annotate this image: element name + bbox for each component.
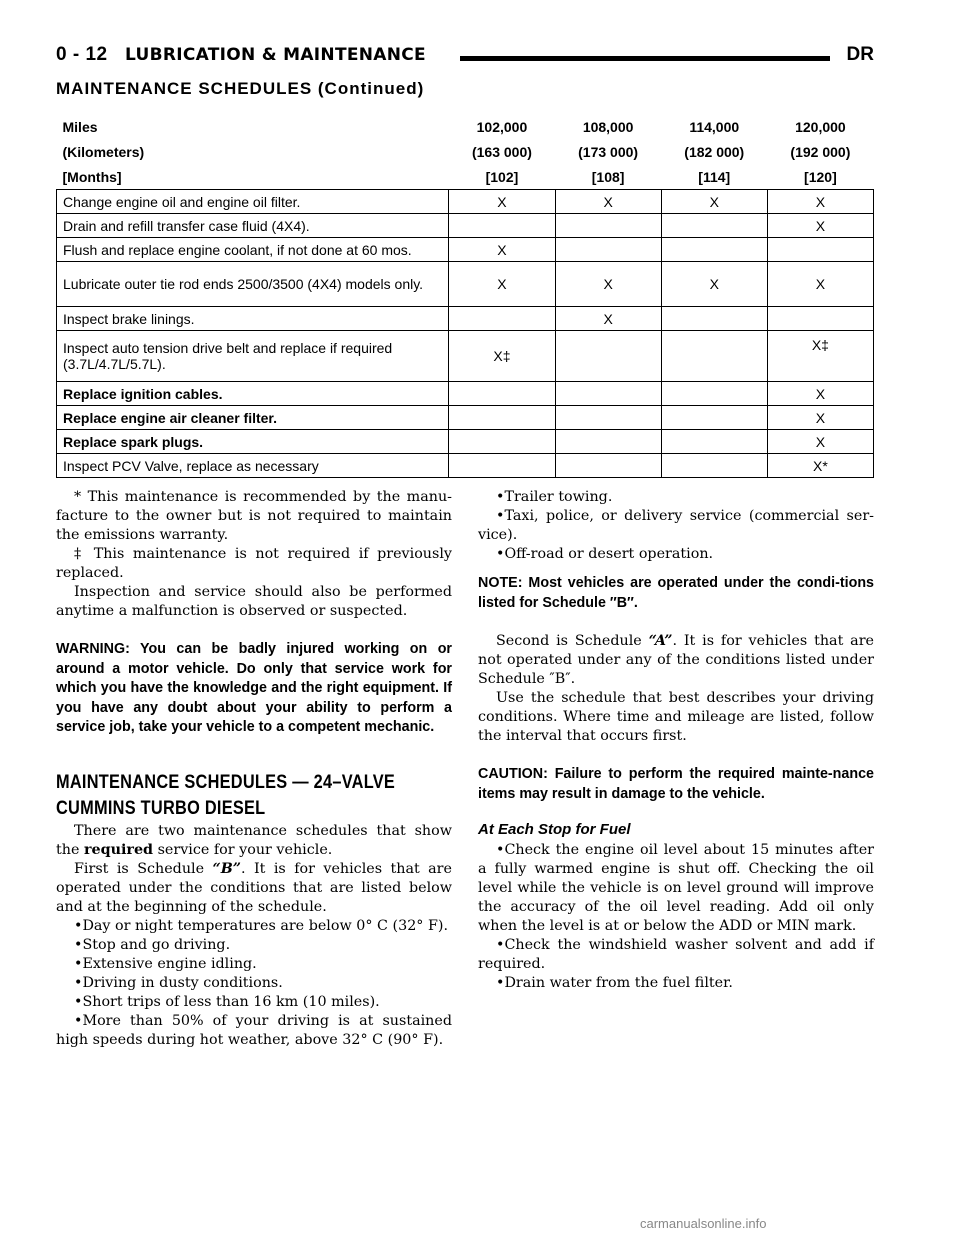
schedule-a-text: Second is Schedule xyxy=(496,633,649,649)
use-schedule-paragraph: Use the schedule that best describes your driving conditions. Where time and mileage are listed, follow the interval that occurs first. xyxy=(478,690,874,744)
list-item-text: Trailer towing. xyxy=(504,489,613,505)
list-item-text: Check the engine oil level about 15 minutes after a fully warmed engine is shut off. Checking the oil level while the vehicle is on level ground will improve the accuracy of the oil level reading. Add oil only when the level is at or below the ADD or MIN mark. xyxy=(478,842,874,934)
mark-cell: X xyxy=(767,262,873,307)
mark-cell: X xyxy=(555,190,661,214)
table-row xyxy=(57,406,874,430)
task-cell: Drain and refill transfer case fluid (4X4). xyxy=(57,214,449,238)
list-item: •Drain water from the fuel filter. xyxy=(496,975,733,991)
inspection-paragraph: Inspection and service should also be performed anytime a malfunction is observed or suspected. xyxy=(56,584,452,619)
mark-cell: X xyxy=(767,214,873,238)
section-heading-line-1: MAINTENANCE SCHEDULES — 24–VALVE xyxy=(56,771,396,793)
task-cell: Inspect brake linings. xyxy=(57,307,449,331)
mark-cell xyxy=(449,406,555,430)
mark-cell xyxy=(555,214,661,238)
watermark: carmanualsonline.info xyxy=(640,1216,767,1231)
table-row xyxy=(57,382,874,406)
header-label: (Kilometers) xyxy=(62,143,145,160)
header-cell: (163 000) xyxy=(471,143,532,160)
mark-cell xyxy=(449,382,555,406)
schedule-b-text-end: . It is for vehicles that are operated under the conditions that are listed below and at the beginning of the schedule. xyxy=(56,860,452,915)
mark-cell xyxy=(661,382,767,406)
header-cell: [120] xyxy=(767,164,873,190)
footnote-asterisk: * This maintenance is recommended by the manu-facture to the owner but is not required to maintain the emissions warranty. xyxy=(56,489,452,543)
task-cell: Replace engine air cleaner filter. xyxy=(57,406,449,430)
mark-cell: X‡ xyxy=(449,331,555,382)
table-row xyxy=(57,238,874,262)
schedule-b-text: First is Schedule xyxy=(74,860,213,877)
mark-cell: X xyxy=(449,238,555,262)
table-row xyxy=(57,454,874,478)
intro-text-end: service for your vehicle. xyxy=(153,841,333,858)
mark-cell xyxy=(661,406,767,430)
task-cell: Change engine oil and engine oil filter. xyxy=(57,190,449,214)
list-item-text: Off-road or desert operation. xyxy=(504,546,714,562)
mark-cell xyxy=(767,307,873,331)
list-item-text: More than 50% of your driving is at sustained high speeds during hot weather, above 32° C (90° F). xyxy=(56,1012,452,1048)
section-heading-line-2: CUMMINS TURBO DIESEL xyxy=(56,797,266,819)
table-header-row xyxy=(57,114,874,139)
mark-cell: X xyxy=(555,307,661,331)
table-row xyxy=(57,307,874,331)
left-column xyxy=(56,488,452,1050)
table-row xyxy=(57,214,874,238)
list-item-text: Short trips of less than 16 km (10 miles). xyxy=(82,993,380,1010)
mark-cell: X xyxy=(661,262,767,307)
header-cell: (192 000) xyxy=(790,143,851,160)
table-row xyxy=(57,430,874,454)
intro-emphasis: required xyxy=(83,841,154,858)
schedule-a-paragraph xyxy=(478,632,874,689)
header-cell: 120,000 xyxy=(795,118,846,135)
table-row xyxy=(57,190,874,214)
list-item: •Trailer towing. xyxy=(496,489,613,505)
mark-cell xyxy=(661,454,767,478)
list-item-text: Driving in dusty conditions. xyxy=(82,974,283,991)
header-cell: 108,000 xyxy=(582,118,634,135)
task-cell: Inspect PCV Valve, replace as necessary xyxy=(57,454,449,478)
fuel-stop-heading: At Each Stop for Fuel xyxy=(478,821,631,838)
mark-cell: X xyxy=(767,190,873,214)
header-cell: [108] xyxy=(555,164,661,190)
section-title: LUBRICATION & MAINTENANCE xyxy=(124,45,426,65)
mark-cell xyxy=(555,454,661,478)
schedule-b-paragraph xyxy=(56,860,452,917)
model-code: DR xyxy=(846,44,874,65)
caution-text: CAUTION: Failure to perform the required mainte-nance items may result in damage to the vehicle. xyxy=(478,766,874,802)
mark-cell: X xyxy=(767,406,873,430)
list-item-text: Extensive engine idling. xyxy=(82,955,257,972)
page-header-title xyxy=(56,44,426,66)
task-cell: Replace ignition cables. xyxy=(57,382,449,406)
list-item-text: Drain water from the fuel filter. xyxy=(504,975,733,991)
mark-cell: X xyxy=(767,430,873,454)
intro-text: There are two maintenance schedules that show the xyxy=(56,822,452,858)
note-text: NOTE: Most vehicles are operated under the condi-tions listed for Schedule ″B″. xyxy=(478,575,874,611)
mark-cell xyxy=(661,307,767,331)
mark-cell xyxy=(661,430,767,454)
task-cell: Lubricate outer tie rod ends 2500/3500 (4X4) models only. xyxy=(57,262,449,307)
header-label: Miles xyxy=(62,118,98,135)
schedule-a-text-end: . It is for vehicles that are not operated under any of the conditions listed under Schedule ″B″. xyxy=(478,633,874,687)
mark-cell xyxy=(449,430,555,454)
schedule-b-label: “B” xyxy=(212,860,242,877)
table-row xyxy=(57,331,874,382)
mark-cell xyxy=(449,214,555,238)
mark-cell: X xyxy=(449,262,555,307)
mark-cell xyxy=(661,238,767,262)
table-row xyxy=(57,262,874,307)
list-item-text: Stop and go driving. xyxy=(82,936,231,953)
list-item: •Driving in dusty conditions. xyxy=(74,974,283,991)
mark-cell xyxy=(555,331,661,382)
mark-cell xyxy=(661,214,767,238)
list-item: •Check the engine oil level about 15 minutes after a fully warmed engine is shut off. Checking the oil level while the vehicle is on level ground will improve the accuracy of the oil level reading. Add oil only when the level is at or below the ADD or MIN mark. xyxy=(478,842,874,934)
table-header-row xyxy=(57,164,874,190)
task-cell: Flush and replace engine coolant, if not done at 60 mos. xyxy=(57,238,449,262)
section-heading xyxy=(56,770,452,822)
intro-paragraph xyxy=(56,822,452,860)
list-item: •Extensive engine idling. xyxy=(74,955,257,972)
task-cell: Inspect auto tension drive belt and replace if required (3.7L/4.7L/5.7L). xyxy=(57,331,449,382)
mark-cell: X xyxy=(555,262,661,307)
mark-cell xyxy=(767,238,873,262)
mark-cell: X xyxy=(661,190,767,214)
header-cell: (182 000) xyxy=(684,143,745,160)
mark-cell xyxy=(449,307,555,331)
list-item: •Day or night temperatures are below 0° C (32° F). xyxy=(74,917,449,934)
maintenance-schedule-table xyxy=(56,114,874,478)
mark-cell xyxy=(661,331,767,382)
list-item-text: Taxi, police, or delivery service (commercial ser-vice). xyxy=(478,508,874,543)
mark-cell: X* xyxy=(767,454,873,478)
header-cell: [114] xyxy=(661,164,767,190)
list-item: •Taxi, police, or delivery service (commercial ser-vice). xyxy=(478,508,874,543)
warning-text: WARNING: You can be badly injured working on or around a motor vehicle. Do only that service work for which you have the knowledge and the right equipment. If you have any doubt about your ability to perform a service job, take your vehicle to a competent mechanic. xyxy=(56,641,452,735)
page-header xyxy=(56,44,874,76)
list-item-text: Check the windshield washer solvent and add if required. xyxy=(478,937,874,972)
mark-cell xyxy=(555,406,661,430)
mark-cell xyxy=(555,382,661,406)
list-item: •Check the windshield washer solvent and add if required. xyxy=(478,937,874,972)
footnote-double-dagger: ‡ This maintenance is not required if previously replaced. xyxy=(56,546,452,581)
mark-cell: X xyxy=(449,190,555,214)
mark-cell xyxy=(449,454,555,478)
task-cell: Replace spark plugs. xyxy=(57,430,449,454)
mark-cell xyxy=(555,430,661,454)
list-item: •Off-road or desert operation. xyxy=(496,546,714,562)
header-label: [Months] xyxy=(57,164,449,190)
list-item: •More than 50% of your driving is at sustained high speeds during hot weather, above 32° C (90° F). xyxy=(56,1012,452,1048)
header-cell: (173 000) xyxy=(578,143,639,160)
header-cell: 102,000 xyxy=(476,118,528,135)
header-rule xyxy=(460,56,830,61)
mark-cell xyxy=(555,238,661,262)
page-number: 0 - 12 xyxy=(56,44,108,65)
header-cell: [102] xyxy=(449,164,555,190)
mark-cell: X xyxy=(767,382,873,406)
list-item: •Stop and go driving. xyxy=(74,936,231,953)
mark-cell: X‡ xyxy=(767,331,873,382)
table-header-row xyxy=(57,139,874,164)
header-cell: 114,000 xyxy=(689,118,740,135)
schedule-a-label: “A” xyxy=(648,633,673,649)
list-item: •Short trips of less than 16 km (10 miles). xyxy=(74,993,380,1010)
page-subtitle: MAINTENANCE SCHEDULES (Continued) xyxy=(56,79,425,98)
list-item-text: Day or night temperatures are below 0° C (32° F). xyxy=(82,917,449,934)
right-column xyxy=(478,488,874,993)
